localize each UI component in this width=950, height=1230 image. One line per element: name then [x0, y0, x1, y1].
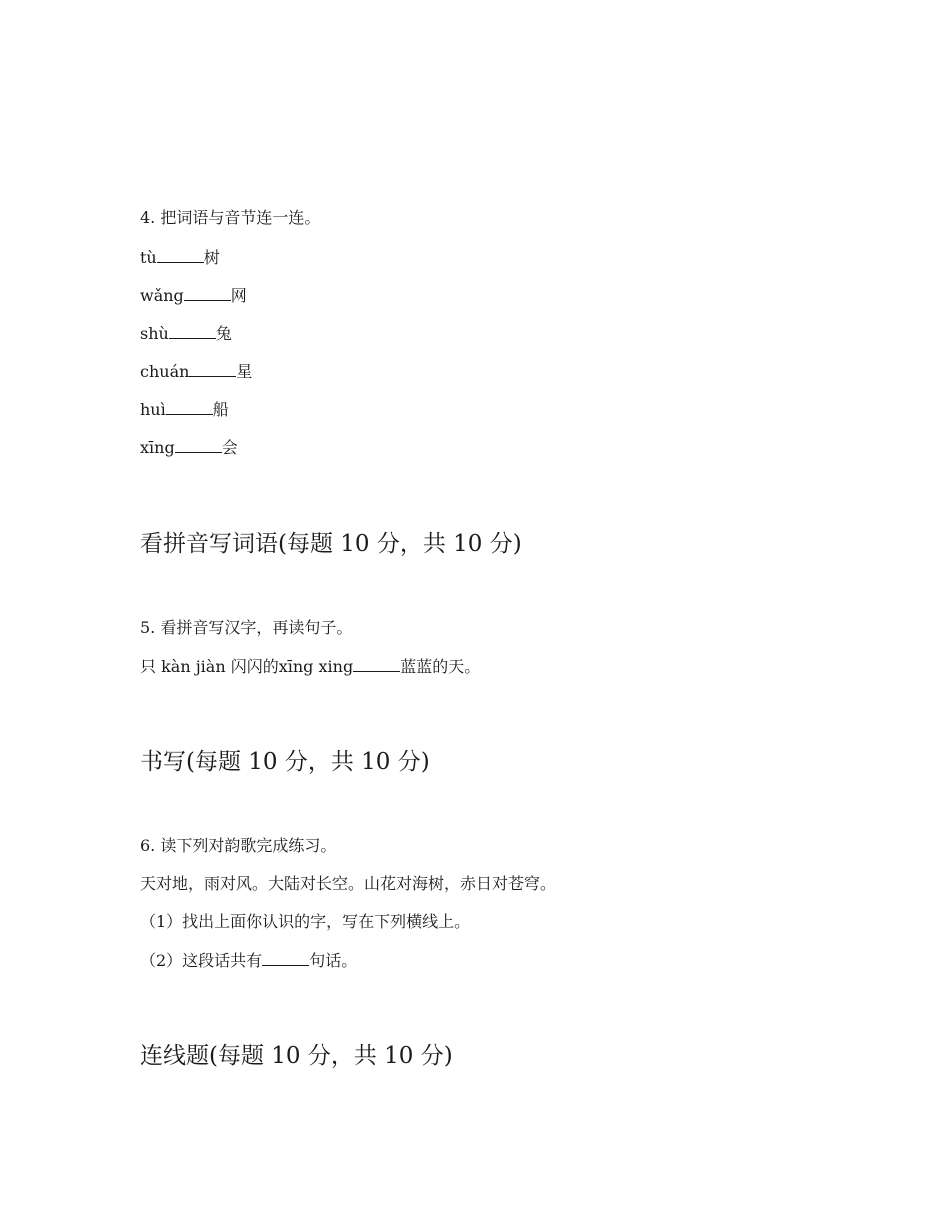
q4-row-6-blank[interactable] — [175, 437, 222, 453]
q6-prompt: 6. 读下列对韵歌完成练习。 — [140, 836, 337, 855]
q4-row-5-pinyin: huì — [140, 400, 166, 419]
q4-row-3-blank[interactable] — [169, 323, 216, 339]
q4-row-2-blank[interactable] — [184, 285, 231, 301]
q4-row-6 — [140, 437, 238, 458]
q4-row-6-word: 会 — [221, 438, 238, 457]
section-heading-matching: 连线题(每题 10 分，共 10 分) — [140, 1043, 453, 1069]
q4-row-1-word: 树 — [203, 248, 220, 267]
q6-passage: 天对地，雨对风。大陆对长空。山花对海树，赤日对苍穹。 — [140, 874, 557, 893]
q4-row-5 — [140, 399, 229, 420]
section-heading-pinyin: 看拼音写词语(每题 10 分，共 10 分) — [140, 531, 522, 557]
q4-row-3 — [140, 323, 232, 344]
q6-sub2-before: （2）这段话共有 — [140, 951, 263, 970]
q4-row-1-blank[interactable] — [157, 247, 204, 263]
q4-row-4-blank[interactable] — [189, 361, 236, 377]
q6-sub2 — [140, 950, 357, 971]
q4-row-4-word: 星 — [236, 362, 253, 381]
q4-prompt: 4. 把词语与音节连一连。 — [140, 208, 321, 227]
q6-sub1: （1）找出上面你认识的字，写在下列横线上。 — [140, 912, 471, 931]
q4-row-1 — [140, 247, 220, 268]
q6-sub2-blank[interactable] — [262, 950, 309, 966]
q5-blank[interactable] — [353, 656, 400, 672]
q5-sentence-before: 只 kàn jiàn 闪闪的xīng xing — [140, 657, 354, 676]
q5-prompt: 5. 看拼音写汉字，再读句子。 — [140, 618, 353, 637]
q4-row-5-word: 船 — [212, 400, 229, 419]
q4-row-3-word: 兔 — [215, 324, 232, 343]
q4-row-2-word: 网 — [230, 286, 247, 305]
q4-row-3-pinyin: shù — [140, 324, 169, 343]
q4-row-1-pinyin: tù — [140, 248, 157, 267]
q4-row-5-blank[interactable] — [166, 399, 213, 415]
q4-row-2-pinyin: wǎng — [140, 286, 184, 305]
q4-row-6-pinyin: xīng — [140, 438, 175, 457]
q4-row-2 — [140, 285, 247, 306]
q6-sub2-after: 句话。 — [309, 951, 358, 970]
q4-row-4-pinyin: chuán — [140, 362, 190, 381]
section-heading-writing: 书写(每题 10 分，共 10 分) — [140, 749, 430, 775]
q5-sentence — [140, 656, 480, 677]
q4-row-4 — [140, 361, 252, 382]
q5-sentence-after: 蓝蓝的天。 — [400, 657, 481, 676]
